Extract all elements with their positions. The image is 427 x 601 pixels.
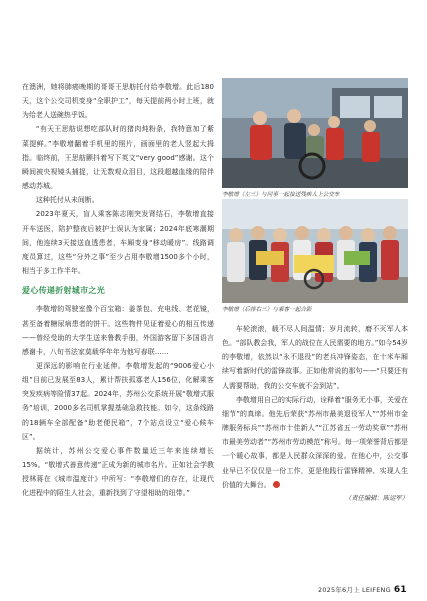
body-paragraph: 这种托付从未间断。 [35,196,99,205]
editor-line-wrap [222,492,408,506]
body-paragraph: 李敬增的驾驶室像个百宝箱：姜茶包、充电线、老花镜，甚至备着糖尿病患者的饼干。这些物件见证着爱心的相互传递——曾经受助的大学生送来鲁教手册，外国游客留下多国语言感谢卡，八旬书法家莫载华年年为他写春联…… [22,305,214,356]
photo-bus-boarding-illustration [222,78,408,188]
right-column [222,322,408,506]
editor-credit: （责任编辑：陈运军） [345,494,408,502]
photo-bus-boarding [222,78,408,188]
photo-group-illustration [222,199,408,303]
body-paragraph: 更深远的影响在行业延伸。李敬增发起的“9006爱心小组”目前已发展至83人，累计帮扶孤寡老人156位，化解乘客突发疾病等险情37起。2024年，苏州公交系统开展“敬增式服务”培训，2000多名司机掌握基础急救技能。如今，这条线路的18辆车全部配备“助老便民箱”，7个站点设立“爱心候车区”。 [22,361,214,441]
section-heading: 爱心传递折射城市之光 [22,286,105,296]
body-paragraph: 2023年夏天，盲人乘客陈志刚突发肾结石，李敬增直接开车送医，陪护整夜后被护士误认为家属；2024年底寒潮期间，他连续3天接送血透患者，车厢变身“移动暖房”。线路调度员算过，这些“分外之事”至少占用李敬增1500多个小时，相当于多工作半年。 [22,210,214,276]
end-mark-icon [273,481,280,488]
body-paragraph: 在澳洲，她将肺癌晚期的哥哥王思舫托付给李敬增。此后180天，这个公交司机变身“全职护工”，每天提前两小时上班，就为给老人送碗热乎饭。 [22,83,214,120]
issue-label: 2025年6月上 LEIFENG [318,586,391,594]
page-number: 61 [393,585,407,595]
page-footer [318,585,407,595]
photo-group [222,199,408,303]
photo-caption: 李敬增（后排右三）与乘客一起合影 [222,307,312,313]
left-column [22,80,214,501]
photo-caption: 李敬增（左三）与同事一起接送残疾人上公交车 [222,192,340,198]
body-paragraph: 据统计，苏州公交爱心事件数量近三年来连续增长15%。“敬增式善意传递”正成为新的城市名片。正如社会学教授林蒋在《城市温度计》中所写：“李敬增们的存在，让现代化进程中的陌生人社会，重新找到了守望相助的纽带。” [22,446,214,498]
body-paragraph: 车轮滚滚，载不尽人间温情；岁月流转，磨不灭军人本色。“部队教会我，军人的战位在人民需要的地方。”如今54岁的李敬增，依然以“永不退役”的老兵冲锋姿态，在十米车厢续写着新时代的雷锋故事。正如他常说的那句——“只要还有人需要帮助，我的公交车就不会到站”。 [222,325,408,390]
body-paragraph-text: 李敬增用自己的实际行动，诠释着“服务无小事，关爱在细节”的真谛。他先后荣获“苏州市最美退役军人”“苏州市金牌服务标兵”“苏州市十佳新人”“江苏省五一劳动奖章”“苏州市最美劳动者”“苏州市劳动模范”称号。每一项荣誉背后都是一个暖心故事，都是人民群众深深的爱。在他心中，公交事业早已不仅仅是一份工作，更是他践行雷锋精神、实现人生价值的大舞台。 [222,395,408,489]
body-paragraph [222,393,408,492]
body-paragraph: “有天王思舫说想吃部队时的猪肉炖粉条，我特意加了紫菜提鲜。”李敬增翻着手机里的照片，画面里的老人竖起大拇指。临终前，王思舫颤抖着写下英文“very good”感谢。这个瞬间被央视镜头捕捉，让无数观众泪目，这段超越血缘的陪伴感动苏城。 [22,125,214,191]
